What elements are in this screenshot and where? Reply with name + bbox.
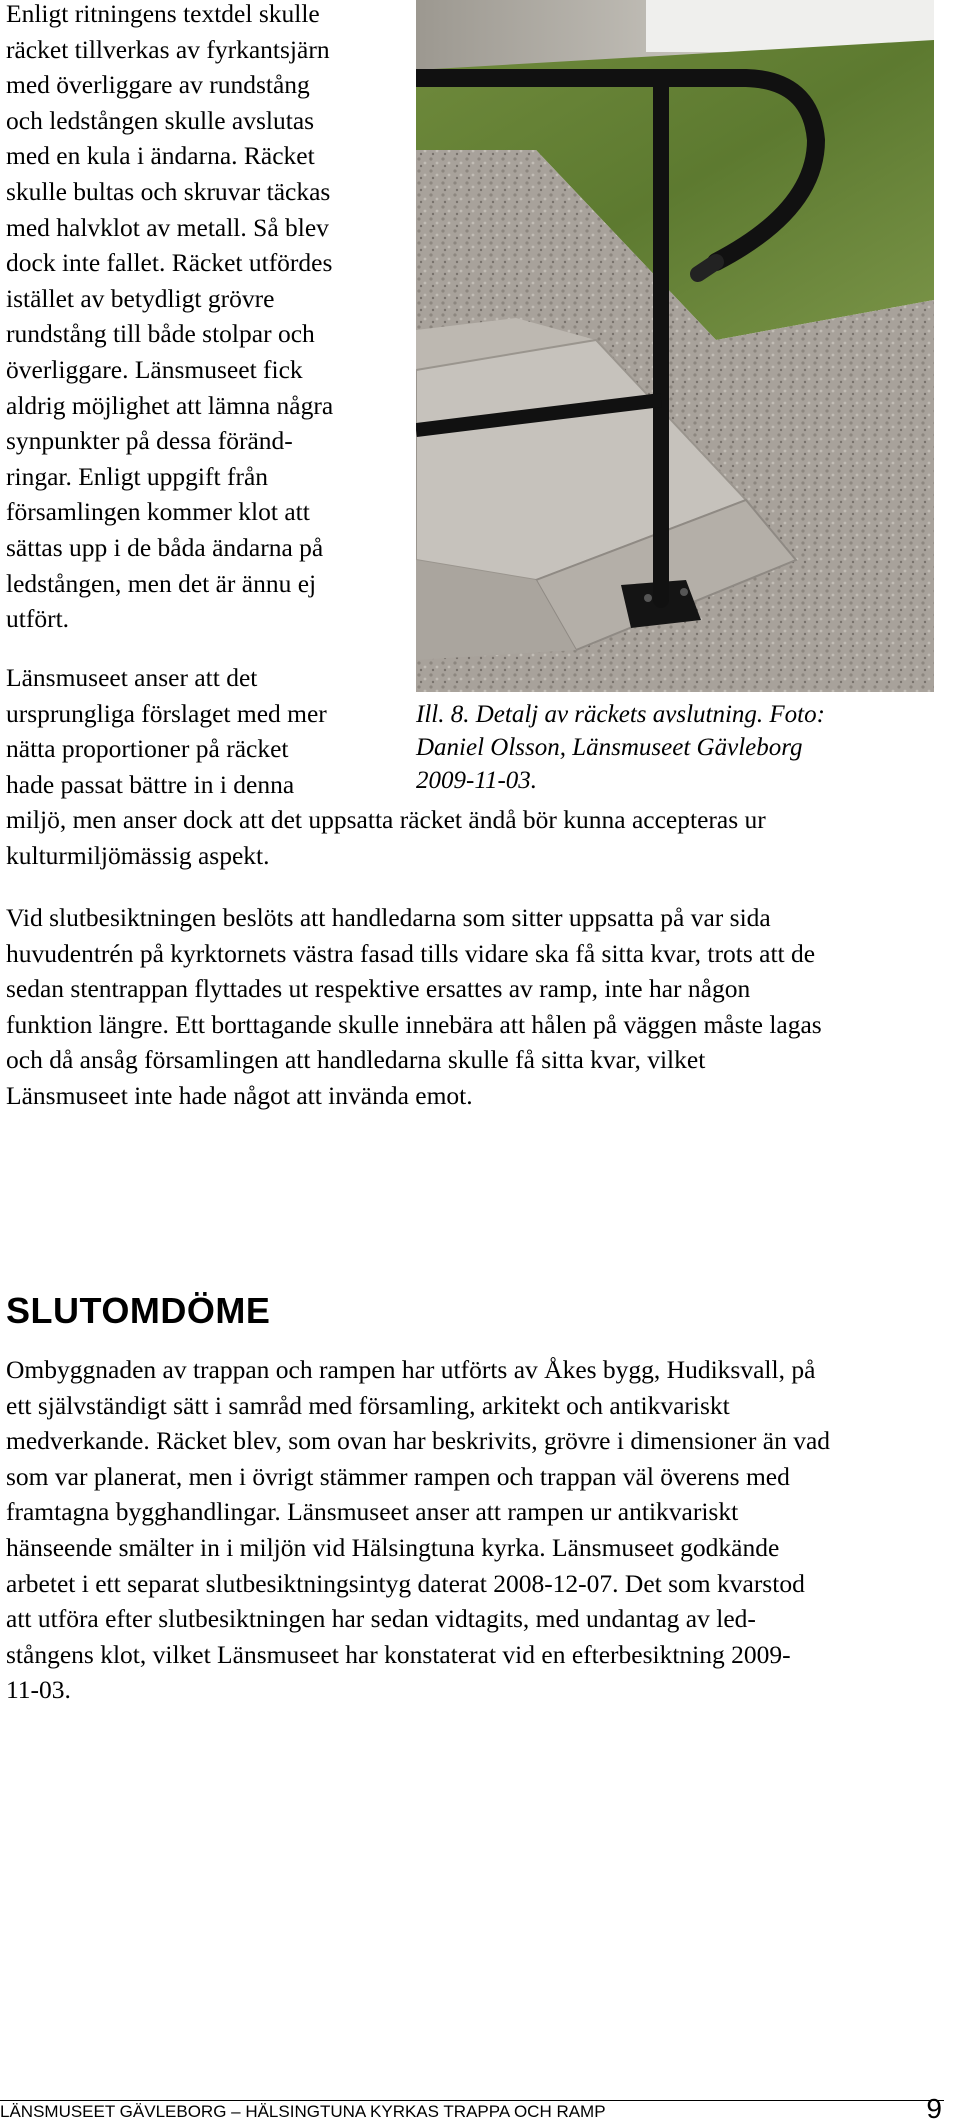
text-line: och då ansåg församlingen att handledarna skulle få sitta kvar, vilket [6, 1045, 706, 1075]
text-line: Enligt ritningens textdel skulle [6, 0, 320, 28]
intro-paragraph [6, 0, 406, 637]
text-line: miljö, men anser dock att det uppsatta räcket ändå bör kunna accepteras ur [6, 805, 766, 834]
text-line: sedan stentrappan flyttades ut respektive ersattes av ramp, inte har någon [6, 974, 751, 1004]
text-line: stångens klot, vilket Länsmuseet har konstaterat vid en efterbesiktning 2009- [6, 1639, 791, 1669]
text-line: med överliggare av rundstång [6, 70, 310, 100]
text-line: framtagna bygghandlingar. Länsmuseet anser att rampen ur antikvariskt [6, 1497, 739, 1527]
text-line: Ombyggnaden av trappan och rampen har utförts av Åkes bygg, Hudiksvall, på [6, 1355, 816, 1384]
section-heading: SLUTOMDÖME [6, 1290, 271, 1331]
text-line: hade passat bättre in i denna [6, 769, 295, 799]
text-line: Daniel Olsson, Länsmuseet Gävleborg [416, 734, 803, 761]
text-line: överliggare. Länsmuseet fick [6, 354, 303, 384]
text-line: utfört. [6, 604, 70, 634]
text-line: 2009-11-03. [416, 767, 538, 794]
text-line: och ledstången skulle avslutas [6, 105, 315, 135]
text-line: med halvklot av metall. Så blev [6, 212, 329, 242]
text-line: dock inte fallet. Räcket utfördes [6, 248, 333, 278]
page-number: 9 [926, 2093, 942, 2124]
text-line: Länsmuseet inte hade något att invända emot. [6, 1080, 473, 1110]
text-line: räcket tillverkas av fyrkantsjärn [6, 34, 330, 64]
text-line: istället av betydligt grövre [6, 283, 275, 313]
text-line: Länsmuseet anser att det [6, 663, 258, 692]
text-line: aldrig möjlighet att lämna några [6, 390, 334, 420]
conclusion-paragraph [6, 1352, 946, 1708]
railing-photo-image [416, 0, 934, 692]
third-paragraph [6, 900, 946, 1114]
text-line: arbetet i ett separat slutbesiktningsintyg daterat 2008-12-07. Det som kvarstod [6, 1568, 805, 1598]
text-line: som var planerat, men i övrigt stämmer rampen och trappan väl överens med [6, 1461, 790, 1491]
text-line: att utföra efter slutbesiktningen har sedan vidtagits, med undantag av led- [6, 1604, 756, 1634]
footer-title: LÄNSMUSEET GÄVLEBORG – HÄLSINGTUNA KYRKAS TRAPPA OCH RAMP [0, 2102, 606, 2121]
text-line: skulle bultas och skruvar täckas [6, 176, 331, 206]
text-line: sättas upp i de båda ändarna på [6, 532, 324, 562]
text-line: ledstången, men det är ännu ej [6, 568, 317, 598]
text-line: medverkande. Räcket blev, som ovan har beskrivits, grövre i dimensioner än vad [6, 1426, 831, 1456]
text-line: ett självständigt sätt i samråd med församling, arkitekt och antikvariskt [6, 1390, 730, 1420]
text-line: församlingen kommer klot att [6, 497, 310, 527]
text-line: Vid slutbesiktningen beslöts att handledarna som sitter uppsatta på var sida [6, 903, 771, 932]
second-paragraph-start [6, 660, 406, 802]
photo-caption [416, 698, 936, 797]
text-line: rundstång till både stolpar och [6, 319, 315, 349]
text-line: nätta proportioner på räcket [6, 734, 289, 764]
text-line: kulturmiljömässig aspekt. [6, 840, 270, 870]
text-line: huvudentrén på kyrktornets västra fasad tills vidare ska få sitta kvar, trots att de [6, 938, 816, 968]
text-line: ursprungliga förslaget med mer [6, 698, 327, 728]
railing-photo [416, 0, 934, 692]
text-line: funktion längre. Ett borttagande skulle innebära att hålen på väggen måste lagas [6, 1009, 822, 1039]
text-line: 11-03. [6, 1675, 71, 1705]
text-line: synpunkter på dessa föränd- [6, 426, 293, 456]
text-line: med en kula i ändarna. Räcket [6, 141, 315, 171]
text-line: ringar. Enligt uppgift från [6, 461, 269, 491]
second-paragraph-end [6, 802, 946, 873]
text-line: hänseende smälter in i miljön vid Hälsingtuna kyrka. Länsmuseet godkände [6, 1532, 780, 1562]
text-line: Ill. 8. Detalj av räckets avslutning. Foto: [416, 701, 825, 728]
